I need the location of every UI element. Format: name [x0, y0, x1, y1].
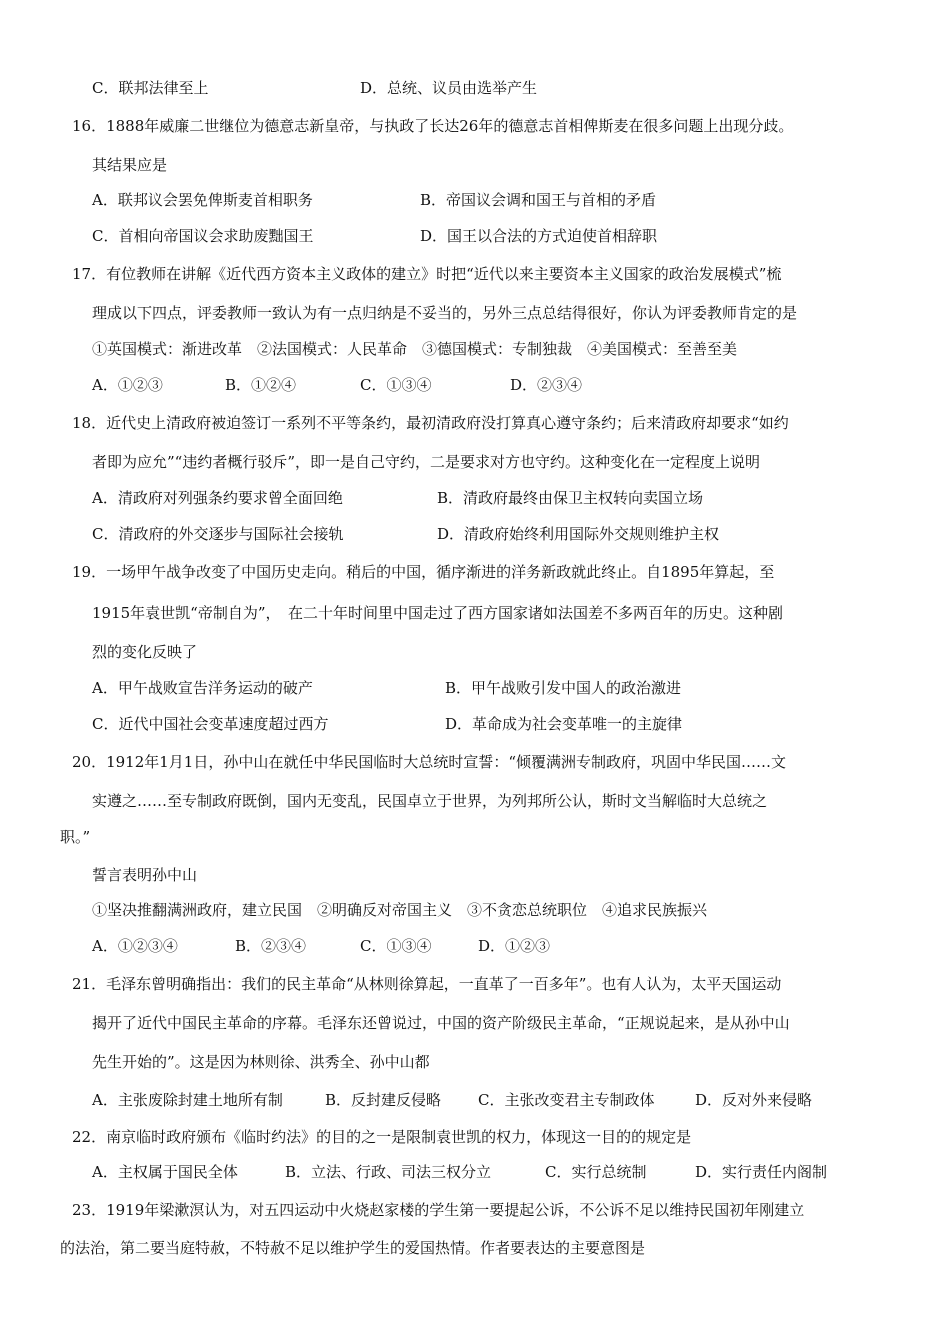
- q21-option-a: A．主张废除封建土地所有制: [92, 1091, 283, 1109]
- q22-option-c: C．实行总统制: [545, 1163, 647, 1181]
- q20-option-d: D．①②③: [478, 937, 551, 955]
- q18-stem-line2: 者即为应允”“违约者概行驳斥”，即一是自己守约，二是要求对方也守约。这种变化在一定程度上说明: [92, 453, 761, 471]
- q17-items: ①英国模式：渐进改革 ②法国模式：人民革命 ③德国模式：专制独裁 ④美国模式：至善至美: [92, 340, 738, 358]
- q19-option-b: B．甲午战败引发中国人的政治激进: [445, 679, 682, 697]
- q20-stem-line4: 誓言表明孙中山: [92, 866, 198, 884]
- q20-items: ①坚决推翻满洲政府，建立民国 ②明确反对帝国主义 ③不贪恋总统职位 ④追求民族振兴: [92, 901, 708, 919]
- q17-option-d: D．②③④: [510, 376, 583, 394]
- q16-option-b: B．帝国议会调和国王与首相的矛盾: [420, 191, 657, 209]
- q17-option-a: A．①②③: [92, 376, 163, 394]
- q20-option-c: C．①③④: [360, 937, 432, 955]
- q22-option-d: D．实行责任内阁制: [695, 1163, 828, 1181]
- q23-stem-line1: 23．1919年梁漱溟认为，对五四运动中火烧赵家楼的学生第一要提起公诉，不公诉不足以维持民国初年刚建立: [72, 1201, 805, 1219]
- q18-stem-line1: 18．近代史上清政府被迫签订一系列不平等条约，最初清政府没打算真心遵守条约；后来清政府却要求“如约: [72, 414, 789, 432]
- q16-option-c: C．首相向帝国议会求助废黜国王: [92, 227, 314, 245]
- q20-stem-line3: 职。”: [60, 828, 91, 846]
- q16-option-a: A．联邦议会罢免俾斯麦首相职务: [92, 191, 313, 209]
- q20-option-a: A．①②③④: [92, 937, 178, 955]
- q16-option-d: D．国王以合法的方式迫使首相辞职: [420, 227, 658, 245]
- q20-option-b: B．②③④: [235, 937, 307, 955]
- q15-option-d: D．总统、议员由选举产生: [360, 79, 538, 97]
- q19-stem-line1: 19．一场甲午战争改变了中国历史走向。稍后的中国，循序渐进的洋务新政就此终止。自1895年算起，至: [72, 563, 775, 581]
- q21-stem-line3: 先生开始的”。这是因为林则徐、洪秀全、孙中山都: [92, 1053, 430, 1071]
- q18-option-b: B．清政府最终由保卫主权转向卖国立场: [437, 489, 704, 507]
- q22-option-b: B．立法、行政、司法三权分立: [285, 1163, 492, 1181]
- q18-option-a: A．清政府对列强条约要求曾全面回绝: [92, 489, 343, 507]
- q17-stem-line2: 理成以下四点，评委教师一致认为有一点归纳是不妥当的，另外三点总结得很好，你认为评委教师肯定的是: [92, 304, 798, 322]
- q19-option-c: C．近代中国社会变革速度超过西方: [92, 715, 329, 733]
- q17-option-b: B．①②④: [225, 376, 297, 394]
- q19-stem-line2: 1915年袁世凯“帝制自为”， 在二十年时间里中国走过了西方国家诸如法国差不多两百年的历史。这种剧: [92, 604, 784, 622]
- q21-option-b: B．反封建反侵略: [325, 1091, 442, 1109]
- q22-stem-line1: 22．南京临时政府颁布《临时约法》的目的之一是限制袁世凯的权力，体现这一目的的规定是: [72, 1128, 692, 1146]
- q21-stem-line2: 揭开了近代中国民主革命的序幕。毛泽东还曾说过，中国的资产阶级民主革命，“正规说起来，是从孙中山: [92, 1014, 790, 1032]
- q17-option-c: C．①③④: [360, 376, 432, 394]
- q21-option-c: C．主张改变君主专制政体: [478, 1091, 655, 1109]
- q22-option-a: A．主权属于国民全体: [92, 1163, 238, 1181]
- q16-stem-line2: 其结果应是: [92, 156, 168, 174]
- q18-option-c: C．清政府的外交逐步与国际社会接轨: [92, 525, 344, 543]
- q16-stem-line1: 16．1888年威廉二世继位为德意志新皇帝，与执政了长达26年的德意志首相俾斯麦在很多问题上出现分歧。: [72, 117, 794, 135]
- q19-option-d: D．革命成为社会变革唯一的主旋律: [445, 715, 683, 733]
- q20-stem-line1: 20．1912年1月1日，孙中山在就任中华民国临时大总统时宣誓：“倾覆满洲专制政府，巩固中华民国……文: [72, 753, 787, 771]
- q21-stem-line1: 21．毛泽东曾明确指出：我们的民主革命“从林则徐算起，一直革了一百多年”。也有人认为，太平天国运动: [72, 975, 782, 993]
- q19-stem-line3: 烈的变化反映了: [92, 643, 198, 661]
- q15-option-c: C．联邦法律至上: [92, 79, 209, 97]
- q21-option-d: D．反对外来侵略: [695, 1091, 813, 1109]
- q19-option-a: A．甲午战败宣告洋务运动的破产: [92, 679, 313, 697]
- q18-option-d: D．清政府始终利用国际外交规则维护主权: [437, 525, 720, 543]
- q23-stem-line2: 的法治，第二要当庭特赦，不特赦不足以维护学生的爱国热情。作者要表达的主要意图是: [60, 1239, 646, 1257]
- q17-stem-line1: 17．有位教师在讲解《近代西方资本主义政体的建立》时把“近代以来主要资本主义国家的政治发展模式”梳: [72, 265, 782, 283]
- q20-stem-line2: 实遵之……至专制政府既倒，国内无变乱，民国卓立于世界，为列邦所公认，斯时文当解临时大总统之: [92, 792, 768, 810]
